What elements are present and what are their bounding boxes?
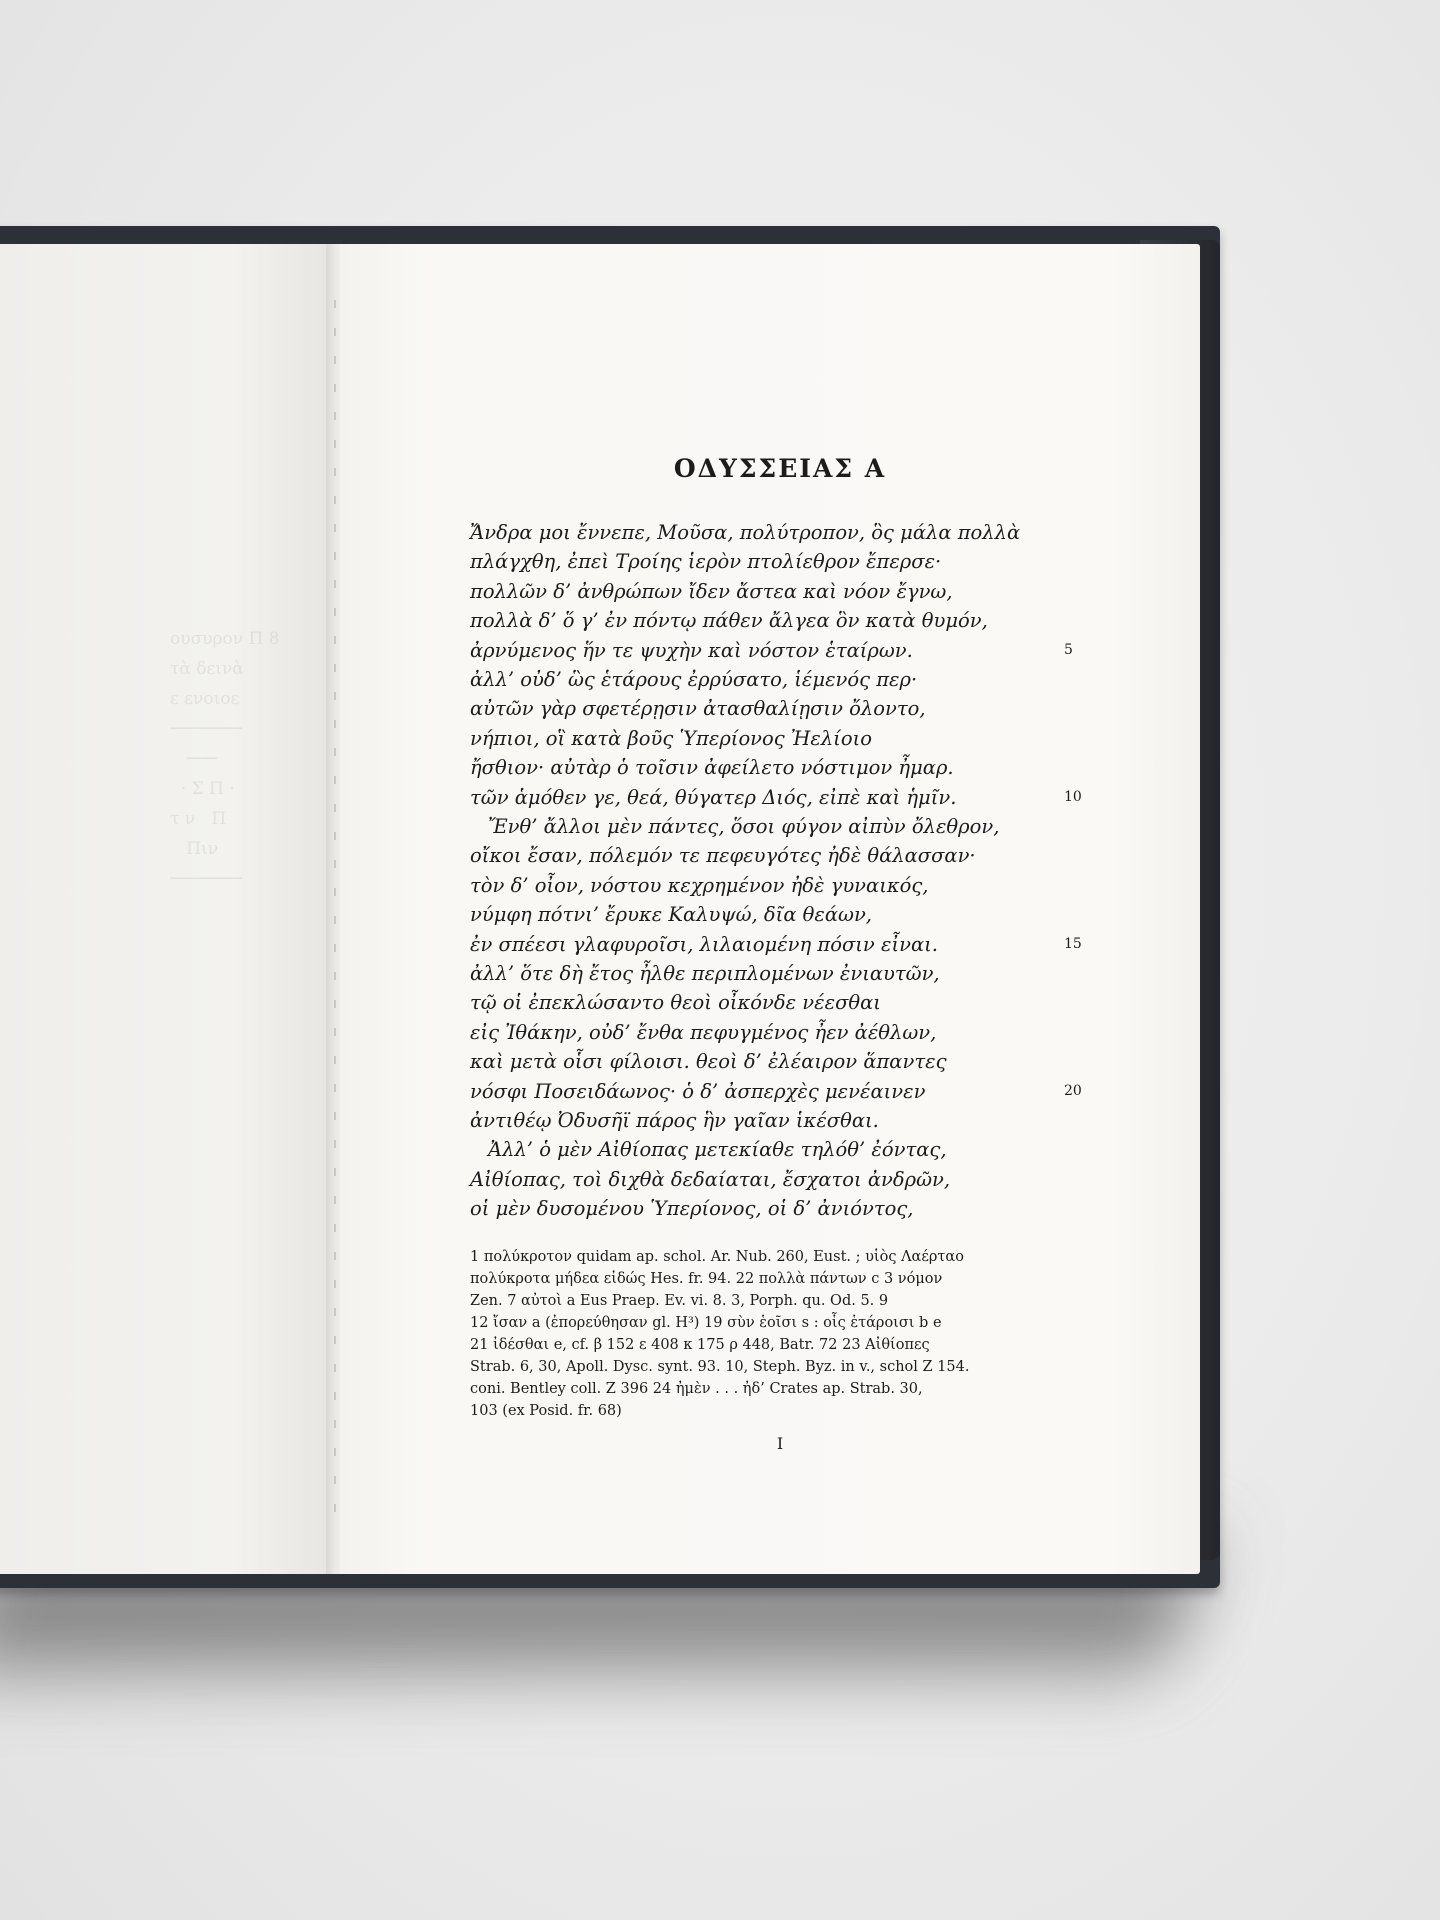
verse-text: αὐτῶν γὰρ σφετέρῃσιν ἀτασθαλίῃσιν ὄλοντο, bbox=[470, 697, 926, 721]
verse-text: πολλῶν δ’ ἀνθρώπων ἴδεν ἄστεα καὶ νόον ἔγνω, bbox=[470, 579, 953, 603]
verse-line bbox=[470, 694, 1090, 723]
verse-text: νήπιοι, οἳ κατὰ βοῦς Ὑπερίονος Ἠελίοιο bbox=[470, 726, 872, 750]
verse-line bbox=[470, 783, 1090, 812]
verse-text: τῶν ἁμόθεν γε, θεά, θύγατερ Διός, εἰπὲ καὶ ἡμῖν. bbox=[470, 785, 957, 809]
verse-line bbox=[470, 1106, 1090, 1135]
verse-line bbox=[470, 988, 1090, 1017]
verse-line bbox=[470, 1194, 1090, 1223]
line-number: 15 bbox=[1064, 935, 1082, 952]
verse-line bbox=[470, 959, 1090, 988]
verse-text: ἐν σπέεσι γλαφυροῖσι, λιλαιομένη πόσιν εἶναι. bbox=[470, 932, 938, 956]
footnote-line: 1 πολύκροτον quidam ap. schol. Ar. Nub. 260, Eust. ; υἱὸς Λαέρταο bbox=[470, 1249, 964, 1265]
line-number: 5 bbox=[1064, 641, 1073, 658]
verse-line bbox=[470, 1047, 1090, 1076]
verse-line bbox=[470, 1165, 1090, 1194]
line-number: 10 bbox=[1064, 788, 1082, 805]
page-title: ΟΔΥΣΣΕΙΑΣ Α bbox=[673, 454, 887, 483]
verse-text: Ἔνθ’ ἄλλοι μὲν πάντες, ὅσοι φύγον αἰπὺν ὄλεθρον, bbox=[488, 815, 1000, 838]
verse-line bbox=[470, 930, 1090, 959]
binding-stitches bbox=[334, 300, 336, 1530]
footnote-line: 21 ἰδέσθαι e, cf. β 152 ε 408 κ 175 ρ 448, Batr. 72 23 Αἰθίοπες bbox=[470, 1337, 930, 1353]
verse-text: νόσφι Ποσειδάωνος· ὁ δ’ ἀσπερχὲς μενέαινεν bbox=[470, 1079, 926, 1103]
verse-text: οἱ μὲν δυσομένου Ὑπερίονος, οἱ δ’ ἀνιόντος, bbox=[470, 1197, 914, 1221]
verse-line bbox=[470, 900, 1090, 929]
verse-line bbox=[470, 841, 1090, 870]
footnote-line: πολύκροτα μήδεα εἰδώς Hes. fr. 94. 22 πολλὰ πάντων c 3 νόμον bbox=[470, 1271, 943, 1287]
page-number: I bbox=[776, 1434, 784, 1453]
verse-line bbox=[470, 1018, 1090, 1047]
footnote-line: 103 (ex Posid. fr. 68) bbox=[470, 1403, 622, 1419]
verse-line bbox=[470, 812, 1090, 841]
verse-text: τῷ οἱ ἐπεκλώσαντο θεοὶ οἶκόνδε νέεσθαι bbox=[470, 991, 881, 1015]
footnote-line: Zen. 7 αὐτοὶ a Eus Praep. Ev. vi. 8. 3, Porph. qu. Od. 5. 9 bbox=[470, 1293, 889, 1309]
verse-text: ἀλλ’ ὅτε δὴ ἔτος ἦλθε περιπλομένων ἐνιαυτῶν, bbox=[470, 962, 940, 985]
verse-text: ἀντιθέῳ Ὀδυσῆϊ πάρος ἣν γαῖαν ἱκέσθαι. bbox=[470, 1109, 879, 1132]
footnote-line: 12 ἴσαν a (ἐπορεύθησαν gl. H³) 19 σὺν ἑοῖσι s : οἷς ἑτάροισι b e bbox=[470, 1315, 942, 1331]
verse-text: ἤσθιον· αὐτὰρ ὁ τοῖσιν ἀφείλετο νόστιμον ἦμαρ. bbox=[470, 756, 954, 780]
verse-text: νύμφη πότνι’ ἔρυκε Καλυψώ, δῖα θεάων, bbox=[470, 903, 873, 927]
footnote-line: Strab. 6, 30, Apoll. Dysc. synt. 93. 10, Steph. Byz. in v., schol Z 154. bbox=[470, 1359, 970, 1375]
verse-text: πλάγχθη, ἐπεὶ Τροίης ἱερὸν πτολίεθρον ἔπερσε· bbox=[470, 550, 942, 574]
footnotes bbox=[470, 1246, 1090, 1422]
verse-text: καὶ μετὰ οἷσι φίλοισι. θεοὶ δ’ ἐλέαιρον ἅπαντες bbox=[470, 1050, 947, 1074]
verse-line bbox=[470, 871, 1090, 900]
verse-line bbox=[470, 665, 1090, 694]
verse-line bbox=[470, 636, 1090, 665]
verse-line bbox=[470, 1135, 1090, 1164]
verse-text: Ἀλλ’ ὁ μὲν Αἰθίοπας μετεκίαθε τηλόθ’ ἐόντας, bbox=[488, 1138, 947, 1162]
verse-text: τὸν δ’ οἶον, νόστου κεχρημένον ἠδὲ γυναικός, bbox=[470, 873, 929, 897]
verse-text: ἀλλ’ οὐδ’ ὣς ἑτάρους ἐρρύσατο, ἱέμενός περ· bbox=[470, 668, 918, 691]
line-number: 20 bbox=[1064, 1082, 1082, 1099]
verse-text: Ἄνδρα μοι ἔννεπε, Μοῦσα, πολύτροπον, ὃς μάλα πολλὰ bbox=[470, 521, 1021, 544]
show-through-text: ουσυρον Π 8 τὰ δεινὰ ε ενοιοε ─────── ─── · Σ Π · τ ν Π Πιν ─────── bbox=[170, 629, 280, 889]
footnote-line: coni. Bentley coll. Z 396 24 ἠμὲν . . . ἠδ’ Crates ap. Strab. 30, bbox=[470, 1381, 923, 1397]
verse-line bbox=[470, 606, 1090, 635]
verse-text: οἴκοι ἔσαν, πόλεμόν τε πεφευγότες ἠδὲ θάλασσαν· bbox=[470, 844, 976, 868]
verse-text: ἀρνύμενος ἥν τε ψυχὴν καὶ νόστον ἑταίρων. bbox=[470, 638, 913, 662]
verse-line bbox=[470, 753, 1090, 782]
verse-text: Αἰθίοπας, τοὶ διχθὰ δεδαίαται, ἔσχατοι ἀνδρῶν, bbox=[470, 1167, 951, 1191]
verse-line bbox=[470, 577, 1090, 606]
verse-text: εἰς Ἰθάκην, οὐδ’ ἔνθα πεφυγμένος ἦεν ἀέθλων, bbox=[470, 1020, 937, 1044]
verse-line bbox=[470, 518, 1090, 547]
verse-line bbox=[470, 547, 1090, 576]
verse-line bbox=[470, 724, 1090, 753]
verse-text: πολλὰ δ’ ὅ γ’ ἐν πόντῳ πάθεν ἄλγεα ὃν κατὰ θυμόν, bbox=[470, 609, 988, 633]
verse-line bbox=[470, 1077, 1090, 1106]
left-page bbox=[0, 244, 334, 1574]
